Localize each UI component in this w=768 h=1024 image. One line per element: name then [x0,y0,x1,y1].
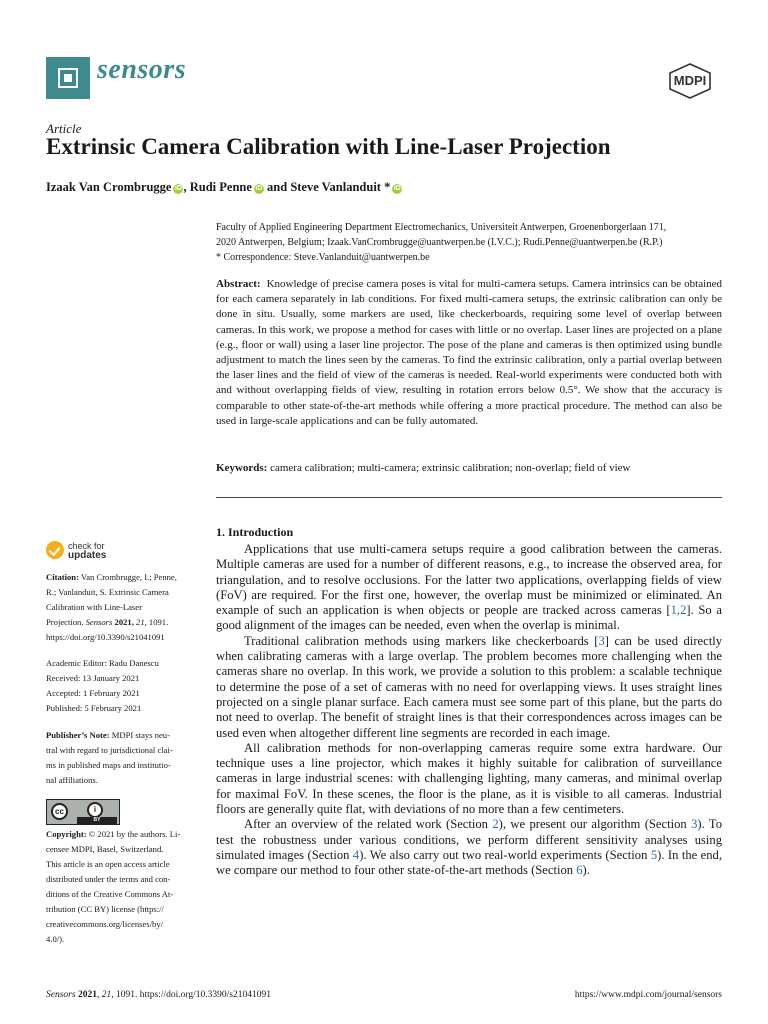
divider [216,497,722,498]
copyright-line: This article is an open access article [46,859,170,869]
orcid-icon[interactable]: iD [255,185,263,192]
citation-doi[interactable]: https://doi.org/10.3390/s21041091 [46,632,165,642]
affiliation-line: 2020 Antwerpen, Belgium; Izaak.VanCrombrugge@uantwerpen.be (I.V.C.); Rudi.Penne@uantwerpen.be (R.P.) [216,237,663,248]
keywords-label: Keywords: [216,462,268,474]
text-run: ). In the end, we compare our method to four other state-of-the-art methods (Section [216,847,722,878]
note-label: Publisher’s Note: [46,730,110,740]
note-line: tral with regard to jurisdictional clai- [46,745,173,755]
section-link[interactable]: 5 [650,847,658,862]
cc-by-license-badge[interactable] [46,799,120,825]
orcid-icon[interactable]: iD [174,185,182,192]
abstract-text: Knowledge of precise camera poses is vital for multi-camera setups. Camera intrinsics can be obtained for each camera separately in lab conditions. For fixed multi-camera setups, the extrinsic calibration can only be done in situ. Usually, some markers are used, like checkerboards, requiring some level of overlap between cameras. In this work, we propose a method for cases with little or no overlap. Laser lines are projected on a plane (e.g., floor or wall) using a laser line projector. The pose of the plane and cameras is then optimized using bundle adjustment to match the lines seen by the cameras. To find the extrinsic calibration, only a partial overlap between the laser lines and the field of view of the cameras is needed. Real-world experiments were conducted both with and without overlapping fields of view, resulting in rotation errors below 0.5°. We show that the accuracy is comparable to other state-of-the-art methods while offering a more practical procedure. The method can also be used in large-scale applications and can be fully automated. [216,278,723,427]
article-type: Article [46,121,82,136]
publisher-note [46,728,196,788]
attribution-icon: i [87,802,103,818]
footer-doi[interactable]: , 1091. https://doi.org/10.3390/s21041091 [111,990,271,1000]
author-name[interactable]: Steve Vanlanduit * [290,180,391,194]
text-run: Applications that use multi-camera setups require a good calibration between the cameras. Multiple cameras are used for a number of different reasons, e.g., to increase the observed area, for triangulation, and to resolve occlusions. For the latter two applications, overlapping fields of view (FoV) are required. For the first one, however, the overlap must be minimized or eliminated. An example of such an application is when objects or people are tracked across cameras [ [216,542,722,618]
author-name[interactable]: Izaak Van Crombrugge [46,180,172,194]
text-run: ]. So a good alignment of the images can be needed, even when the overlap is minimal. [216,603,723,633]
footer-citation [46,990,271,1000]
citation-line: Projection. [46,617,86,627]
citation-journal: Sensors [85,617,113,627]
footer-year: 2021 [75,990,97,1000]
cfu-line: check for [68,541,105,551]
section-link[interactable]: 2 [492,817,499,832]
citation-year: 2021, [112,617,137,627]
page-title: Extrinsic Camera Calibration with Line-Laser Projection [46,134,611,159]
section-heading: 1. Introduction [216,525,294,539]
paragraph: All calibration methods for non-overlapping cameras require some extra hardware. Our technique uses a line projector, which makes it highly suitable for calibration of surveillance cameras in large industrial scenes: with challenging lighting, many cameras, and minimal overlap for maximal FoV. In these scenes, the floor is the plane, as it is visible to all cameras. Industrial floors are generally quite flat, with deviations of no more than a few centimeters. [216,740,722,817]
paragraph [216,634,722,741]
copyright-line: © 2021 by the authors. Li- [86,829,181,839]
copyright-line: ditions of the Creative Commons At- [46,889,174,899]
section-link[interactable]: 6 [576,863,583,878]
footer-volume: 21 [101,990,112,1000]
academic-editor: Academic Editor: Radu Danescu [46,658,159,668]
note-line: nal affiliations. [46,775,98,785]
author-list [46,180,402,195]
copyright-line: 4.0/). [46,934,65,944]
keywords-text: camera calibration; multi-camera; extrinsic calibration; non-overlap; field of view [270,462,631,474]
published-date: Published: 5 February 2021 [46,703,142,713]
citation-link[interactable]: 1,2 [670,603,687,618]
footer-sep: , [96,990,102,1000]
citation-line: Van Crombrugge, I.; Penne, [80,572,177,582]
text-run: ). We also carry out two real-world experiments (Section [359,847,651,862]
citation-line: R.; Vanlanduit, S. Extrinsic Camera [46,587,169,597]
copyright-label: Copyright: [46,829,87,839]
cfu-line: updates [68,550,107,561]
accepted-date: Accepted: 1 February 2021 [46,688,140,698]
footer-url[interactable]: https://www.mdpi.com/journal/sensors [574,990,722,1000]
paragraph [216,817,722,878]
note-line: ms in published maps and institutio- [46,760,171,770]
citation-volume: 21 [136,617,145,627]
keywords [216,462,722,474]
author-name[interactable]: Rudi Penne [189,180,252,194]
by-label: BY [77,817,117,824]
text-run: ), we present our algorithm (Section [498,817,692,832]
abstract [216,277,722,429]
copyright-line: censee MDPI, Basel, Switzerland. [46,844,164,854]
journal-logo [46,57,90,99]
dates-block [46,656,196,716]
section-link[interactable]: 4 [352,847,360,862]
publisher-logo [668,63,712,99]
text-run: Traditional calibration methods using markers like checkerboards [ [244,633,599,648]
abstract-label: Abstract: [216,278,261,290]
publisher-name: MDPI [673,73,707,88]
correspondence: * Correspondence: Steve.Vanlanduit@uantwerpen.be [216,252,430,263]
citation-label: Citation: [46,572,79,582]
author-separator: and [263,180,291,194]
text-run: After an overview of the related work (Section [244,817,493,832]
body-text [216,542,722,879]
received-date: Received: 13 January 2021 [46,673,140,683]
citation-line: Calibration with Line-Laser [46,602,142,612]
copyright-line: tribution (CC BY) license (https:// [46,904,164,914]
checkmark-icon [46,541,64,559]
copyright-line[interactable]: creativecommons.org/licenses/by/ [46,919,164,929]
note-line: MDPI stays neu- [109,730,170,740]
paragraph [216,542,722,634]
chip-icon [58,68,78,88]
copyright-block [46,827,196,947]
footer-journal: Sensors [46,990,76,1000]
text-run: ). [582,863,590,878]
section-link[interactable]: 3 [691,817,698,832]
citation-page: , 1091. [144,617,169,627]
copyright-line: distributed under the terms and con- [46,874,171,884]
text-run: ). To test the robustness under various conditions, we perform different sensitivity analyses using simulated images (Section [216,817,722,862]
journal-name: sensors [97,54,187,85]
affiliation-line: Faculty of Applied Engineering Department Electromechanics, Universiteit Antwerpen, Groenenborgerlaan 171, [216,222,667,233]
affiliation [216,220,724,265]
check-for-updates-label [68,542,106,560]
orcid-icon[interactable]: iD [393,185,401,192]
citation-block [46,570,196,645]
cc-icon: cc [51,803,68,820]
author-separator: , [183,180,190,194]
text-run: ] can be used directly when calibrating cameras with a large overlap. The problem becomes more challenging when the cameras share no overlap. In this work, we provide a solution to this problem: a scalable technique to determine the pose of a set of cameras with no need for overlapping views. It uses straight lines projected on a single planar surface. Each camera must see some part of this plane, but the parts do not need to overlap. The benefit of straight lines is that their correspondences across images can be used even when altogether different line segments are recorded in each image. [216,633,722,740]
citation-link[interactable]: 3 [598,633,605,648]
